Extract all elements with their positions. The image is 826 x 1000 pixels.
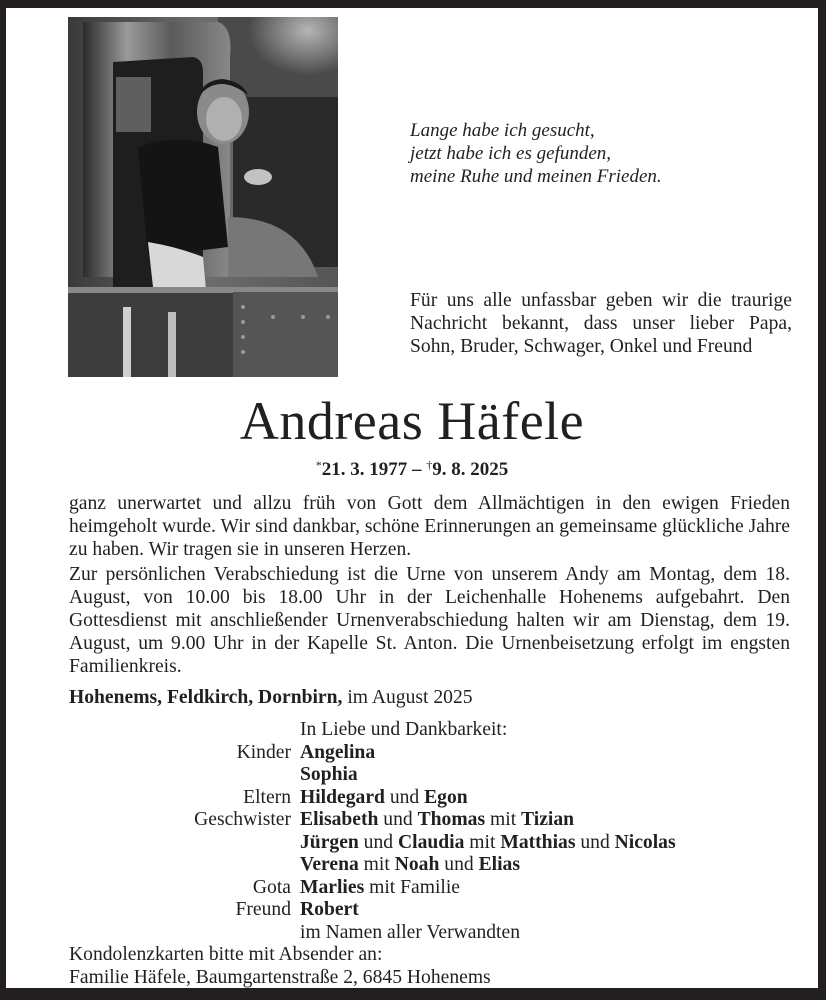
- mourner-row: [69, 742, 676, 765]
- condolence-address: [69, 944, 491, 989]
- mourner-name: Marlies: [300, 876, 365, 898]
- relation-label: [69, 832, 300, 855]
- mourner-name: Robert: [300, 899, 359, 920]
- portrait-photo: [68, 17, 338, 377]
- connector-text: und: [439, 854, 479, 875]
- connector-text: mit: [358, 854, 395, 875]
- mourner-name: Tizian: [521, 809, 575, 830]
- portrait-image: [68, 17, 338, 377]
- death-date: 9. 8. 2025: [432, 459, 509, 480]
- mourner-name: Nicolas: [614, 831, 676, 853]
- condolence-address-line: Familie Häfele, Baumgartenstraße 2, 6845 Hohenems: [69, 966, 491, 988]
- mourner-name: Jürgen: [300, 831, 359, 853]
- mourner-row: [69, 899, 676, 922]
- birth-star-icon: *: [315, 458, 322, 472]
- mourner-names: [300, 854, 520, 877]
- mourner-names: [300, 787, 468, 810]
- relation-label: Gota: [252, 876, 291, 898]
- connector-text: mit: [485, 809, 522, 830]
- mourner-name: Noah: [394, 854, 440, 875]
- connector-text: mit Familie: [364, 876, 460, 898]
- mourner-names: [300, 832, 676, 855]
- announcement-body: [69, 492, 790, 680]
- mourner-name: Angelina: [300, 741, 376, 763]
- body-paragraph: ganz unerwartet und allzu früh von Gott dem Allmächtigen in den ewigen Frieden heimgeholt wurde. Wir sind dankbar, schöne Erinnerungen an gemeinsame glückliche Jahre zu haben. Wir tragen sie in unseren Herzen.: [69, 493, 790, 561]
- date: im August 2025: [342, 687, 473, 708]
- condolence-instruction: Kondolenzkarten bitte mit Absender an:: [69, 944, 383, 965]
- mourners-list: [69, 719, 676, 944]
- body-paragraph: Zur persönlichen Verabschiedung ist die Urne von unserem Andy am Montag, dem 18. August, von 10.00 bis 18.00 Uhr in der Leichenhalle Hohenems aufgebahrt. Den Gottesdienst mit anschließender Urnenverabschiedung halten wir am Dienstag, dem 19. August, um 9.00 Uhr in der Kapelle St. Anton. Die Urnenbeisetzung erfolgt im engsten Familienkreis.: [69, 563, 790, 678]
- mourner-names: [300, 742, 375, 765]
- mourner-name: Elias: [478, 854, 520, 875]
- mourner-names: [300, 764, 358, 787]
- motto-line: Lange habe ich gesucht,: [410, 120, 595, 141]
- mourner-name: Verena: [300, 854, 359, 875]
- relation-label: [69, 764, 300, 787]
- relation-label: Eltern: [243, 786, 291, 808]
- mourner-row: [69, 854, 676, 877]
- deceased-name: Andreas Häfele: [239, 391, 585, 451]
- motto-line: jetzt habe ich es gefunden,: [410, 143, 612, 164]
- place-date-line: [69, 686, 473, 709]
- mourner-names: [300, 877, 460, 900]
- mourner-name: Elisabeth: [300, 809, 379, 830]
- birth-date: 21. 3. 1977: [321, 459, 408, 480]
- mourner-row: [69, 832, 676, 855]
- mourner-row: [69, 787, 676, 810]
- connector-text: und: [378, 809, 418, 830]
- memorial-motto: [410, 119, 662, 188]
- connector-text: und: [384, 786, 425, 808]
- mourner-name: Claudia: [397, 831, 465, 853]
- connector-text: im Namen aller Verwandten: [300, 921, 520, 943]
- mourner-names: [300, 922, 520, 945]
- date-separator: –: [407, 459, 427, 480]
- mourner-names: [300, 899, 359, 922]
- mourner-row: [69, 809, 676, 832]
- mourner-name: Egon: [424, 786, 468, 808]
- mourner-name: Hildegard: [300, 786, 385, 808]
- mourner-name: Matthias: [500, 831, 576, 853]
- mourner-row: [69, 764, 676, 787]
- life-dates: [6, 453, 818, 482]
- connector-text: mit: [464, 831, 501, 853]
- places: Hohenems, Feldkirch, Dornbirn,: [69, 687, 343, 708]
- relation-label: Geschwister: [194, 809, 291, 830]
- relation-label: Freund: [235, 899, 291, 920]
- mourner-name: Thomas: [417, 809, 486, 830]
- relation-label: Kinder: [236, 741, 291, 763]
- death-cross-icon: †: [426, 458, 433, 472]
- relation-label: [69, 854, 300, 877]
- mourner-row: [69, 877, 676, 900]
- mourners-heading-row: [69, 719, 676, 742]
- mourner-name: Sophia: [300, 764, 358, 785]
- relation-label: [69, 922, 300, 945]
- mourner-row: [69, 922, 676, 945]
- mourners-heading: In Liebe und Dankbarkeit:: [300, 719, 508, 740]
- connector-text: und: [575, 831, 615, 853]
- connector-text: und: [358, 831, 398, 853]
- motto-line: meine Ruhe und meinen Frieden.: [410, 166, 662, 187]
- obituary-notice: [6, 8, 818, 988]
- intro-text: Für uns alle unfassbar geben wir die traurige Nachricht bekannt, dass unser lieber Papa, Sohn, Bruder, Schwager, Onkel und Freund: [410, 290, 792, 357]
- mourner-names: [300, 809, 574, 832]
